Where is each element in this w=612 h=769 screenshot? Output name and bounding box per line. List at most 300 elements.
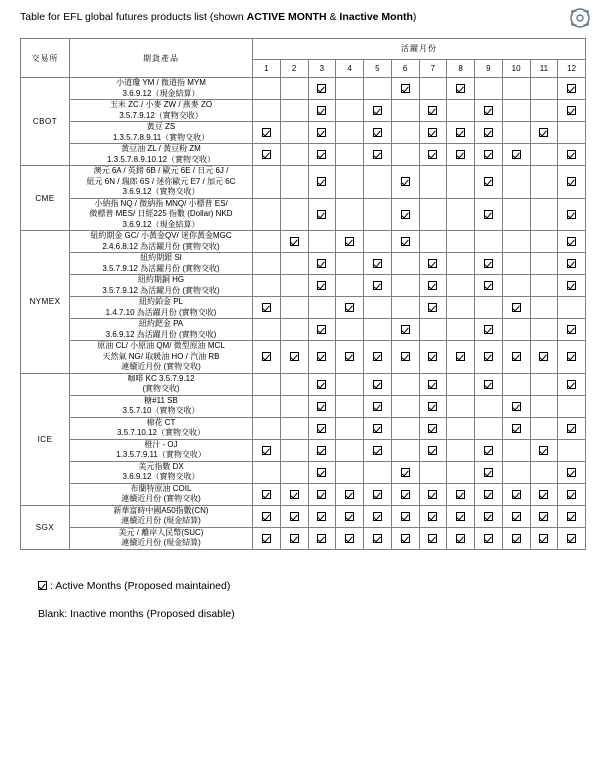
month-cell-inactive[interactable] [280, 198, 308, 231]
month-cell-inactive[interactable] [447, 395, 475, 417]
month-cell-active[interactable] [530, 483, 558, 505]
product-cell [70, 122, 253, 144]
month-cell-inactive[interactable] [391, 144, 419, 166]
month-cell-active[interactable] [475, 483, 503, 505]
month-cell-active[interactable] [391, 505, 419, 527]
month-cell-active[interactable] [308, 319, 336, 341]
month-cell-active[interactable] [336, 341, 364, 374]
month-cell-inactive[interactable] [475, 395, 503, 417]
month-cell-active[interactable] [558, 78, 586, 100]
month-cell-inactive[interactable] [253, 78, 281, 100]
month-cell-active[interactable] [502, 144, 530, 166]
month-cell-inactive[interactable] [447, 319, 475, 341]
month-cell-inactive[interactable] [336, 198, 364, 231]
product-line: 3.6.9.12 為活躍月份 (實物交收) [105, 329, 217, 339]
month-cell-active[interactable] [308, 505, 336, 527]
month-cell-inactive[interactable] [419, 231, 447, 253]
product-line: 連續近月份 (現金結算) [121, 516, 201, 525]
month-cell-inactive[interactable] [280, 395, 308, 417]
table-row [21, 144, 586, 166]
month-cell-active[interactable] [419, 505, 447, 527]
month-cell-inactive[interactable] [502, 231, 530, 253]
month-cell-inactive[interactable] [502, 100, 530, 122]
month-cell-inactive[interactable] [447, 253, 475, 275]
month-cell-active[interactable] [558, 275, 586, 297]
month-cell-active[interactable] [364, 100, 392, 122]
month-cell-active[interactable] [308, 198, 336, 231]
month-cell-inactive[interactable] [280, 297, 308, 319]
month-cell-active[interactable] [253, 144, 281, 166]
table-row [21, 373, 586, 395]
checkbox-icon [539, 446, 548, 455]
legend-inactive-text: Blank: Inactive months (Proposed disable) [38, 607, 235, 620]
month-cell-inactive[interactable] [447, 275, 475, 297]
table-row [21, 122, 586, 144]
month-cell-inactive[interactable] [530, 144, 558, 166]
product-line: 連續近月份 (實物交收) [121, 494, 201, 503]
month-cell-inactive[interactable] [447, 198, 475, 231]
month-cell-active[interactable] [391, 461, 419, 483]
month-cell-inactive[interactable] [391, 100, 419, 122]
checkbox-icon [428, 446, 437, 455]
month-cell-active[interactable] [364, 483, 392, 505]
month-cell-active[interactable] [391, 319, 419, 341]
month-cell-inactive[interactable] [280, 275, 308, 297]
product-line: 澳元 6A / 英鎊 6B / 歐元 6E / 日元 6J / [93, 166, 229, 175]
month-cell-inactive[interactable] [253, 417, 281, 439]
month-cell-active[interactable] [530, 341, 558, 374]
month-cell-inactive[interactable] [530, 461, 558, 483]
month-cell-active[interactable] [475, 275, 503, 297]
month-cell-active[interactable] [502, 417, 530, 439]
screenshot-capture-icon[interactable] [570, 8, 590, 28]
checkbox-icon [373, 446, 382, 455]
checkbox-icon [428, 281, 437, 290]
month-cell-active[interactable] [308, 78, 336, 100]
month-cell-active[interactable] [447, 505, 475, 527]
month-cell-inactive[interactable] [253, 461, 281, 483]
month-cell-active[interactable] [530, 505, 558, 527]
month-cell-active[interactable] [280, 231, 308, 253]
month-cell-active[interactable] [502, 505, 530, 527]
table-row [21, 78, 586, 100]
month-cell-inactive[interactable] [280, 122, 308, 144]
month-cell-active[interactable] [308, 527, 336, 549]
month-cell-active[interactable] [530, 122, 558, 144]
month-cell-inactive[interactable] [253, 100, 281, 122]
checkbox-icon [401, 325, 410, 334]
month-cell-inactive[interactable] [391, 253, 419, 275]
month-cell-active[interactable] [308, 253, 336, 275]
month-cell-active[interactable] [419, 341, 447, 374]
month-cell-inactive[interactable] [530, 373, 558, 395]
month-cell-active[interactable] [280, 505, 308, 527]
month-cell-active[interactable] [364, 253, 392, 275]
month-cell-inactive[interactable] [391, 275, 419, 297]
month-cell-active[interactable] [558, 253, 586, 275]
month-cell-active[interactable] [558, 100, 586, 122]
month-cell-inactive[interactable] [336, 122, 364, 144]
month-cell-inactive[interactable] [419, 461, 447, 483]
month-cell-active[interactable] [558, 527, 586, 549]
month-cell-inactive[interactable] [419, 166, 447, 199]
month-cell-active[interactable] [530, 527, 558, 549]
table-body [21, 78, 586, 550]
month-cell-inactive[interactable] [280, 439, 308, 461]
month-cell-inactive[interactable] [558, 297, 586, 319]
month-cell-active[interactable] [308, 483, 336, 505]
month-cell-active[interactable] [364, 341, 392, 374]
month-cell-active[interactable] [280, 483, 308, 505]
checkbox-icon [290, 237, 299, 246]
title-row [20, 10, 592, 28]
month-cell-inactive[interactable] [364, 166, 392, 199]
month-cell-active[interactable] [447, 122, 475, 144]
product-line: 糖#11 SB [144, 395, 178, 405]
month-cell-active[interactable] [308, 341, 336, 374]
product-line: 3.6.9.12（實物交收） [122, 187, 200, 196]
month-cell-active[interactable] [336, 505, 364, 527]
month-cell-inactive[interactable] [280, 144, 308, 166]
checkbox-icon [345, 534, 354, 543]
month-cell-active[interactable] [308, 275, 336, 297]
month-cell-inactive[interactable] [253, 198, 281, 231]
month-cell-inactive[interactable] [502, 122, 530, 144]
month-cell-inactive[interactable] [530, 297, 558, 319]
month-cell-inactive[interactable] [336, 461, 364, 483]
month-cell-active[interactable] [391, 231, 419, 253]
product-line: 3.6.9.12（實物交收） [122, 472, 200, 481]
month-cell-active[interactable] [558, 144, 586, 166]
month-cell-inactive[interactable] [391, 297, 419, 319]
month-cell-active[interactable] [558, 505, 586, 527]
checkbox-icon [512, 512, 521, 521]
month-cell-active[interactable] [419, 417, 447, 439]
month-cell-inactive[interactable] [364, 198, 392, 231]
month-cell-active[interactable] [447, 341, 475, 374]
month-cell-active[interactable] [475, 253, 503, 275]
legend [38, 572, 592, 628]
checkbox-icon [262, 534, 271, 543]
month-cell-active[interactable] [558, 231, 586, 253]
month-cell-inactive[interactable] [364, 78, 392, 100]
checkbox-icon [484, 490, 493, 499]
month-cell-active[interactable] [419, 144, 447, 166]
month-cell-active[interactable] [336, 483, 364, 505]
checkbox-icon [456, 84, 465, 93]
page-title [20, 10, 416, 24]
month-cell-inactive[interactable] [447, 100, 475, 122]
month-cell-active[interactable] [336, 527, 364, 549]
month-cell-inactive[interactable] [391, 122, 419, 144]
month-cell-inactive[interactable] [502, 253, 530, 275]
month-cell-active[interactable] [419, 100, 447, 122]
month-cell-active[interactable] [502, 297, 530, 319]
month-cell-active[interactable] [419, 483, 447, 505]
month-cell-active[interactable] [530, 439, 558, 461]
month-cell-active[interactable] [475, 439, 503, 461]
month-cell-inactive[interactable] [502, 373, 530, 395]
month-cell-active[interactable] [558, 341, 586, 374]
month-cell-inactive[interactable] [391, 439, 419, 461]
month-cell-inactive[interactable] [253, 166, 281, 199]
month-cell-inactive[interactable] [530, 78, 558, 100]
checkbox-icon [567, 534, 576, 543]
month-cell-inactive[interactable] [530, 275, 558, 297]
table-row [21, 275, 586, 297]
month-cell-active[interactable] [364, 439, 392, 461]
month-cell-active[interactable] [308, 395, 336, 417]
month-cell-inactive[interactable] [391, 417, 419, 439]
month-cell-active[interactable] [475, 341, 503, 374]
checkbox-icon [317, 84, 326, 93]
month-cell-active[interactable] [253, 505, 281, 527]
month-cell-inactive[interactable] [502, 439, 530, 461]
month-cell-active[interactable] [308, 122, 336, 144]
month-cell-active[interactable] [475, 527, 503, 549]
product-cell [70, 100, 253, 122]
month-cell-inactive[interactable] [364, 297, 392, 319]
product-line: 布蘭特原油 COIL [130, 483, 192, 493]
month-cell-active[interactable] [419, 395, 447, 417]
month-cell-inactive[interactable] [558, 439, 586, 461]
month-cell-active[interactable] [419, 122, 447, 144]
month-cell-active[interactable] [308, 166, 336, 199]
month-cell-inactive[interactable] [530, 198, 558, 231]
page-title-suffix: ) [412, 11, 417, 23]
checkbox-icon [317, 534, 326, 543]
checkbox-icon [539, 128, 548, 137]
month-cell-inactive[interactable] [336, 373, 364, 395]
checkbox-icon [317, 177, 326, 186]
month-cell-inactive[interactable] [253, 253, 281, 275]
month-cell-inactive[interactable] [502, 461, 530, 483]
month-cell-active[interactable] [419, 253, 447, 275]
month-cell-inactive[interactable] [336, 144, 364, 166]
month-cell-active[interactable] [280, 527, 308, 549]
month-cell-inactive[interactable] [475, 78, 503, 100]
month-cell-inactive[interactable] [502, 198, 530, 231]
month-cell-inactive[interactable] [336, 166, 364, 199]
month-cell-inactive[interactable] [253, 319, 281, 341]
month-cell-active[interactable] [364, 122, 392, 144]
month-cell-active[interactable] [391, 527, 419, 549]
month-cell-active[interactable] [308, 373, 336, 395]
month-cell-inactive[interactable] [280, 253, 308, 275]
month-cell-inactive[interactable] [530, 395, 558, 417]
month-cell-inactive[interactable] [280, 417, 308, 439]
product-line: 紐約期金 GC/ 小黃金QV/ 迷你黃金MGC [90, 231, 232, 240]
month-cell-inactive[interactable] [502, 78, 530, 100]
month-cell-inactive[interactable] [364, 231, 392, 253]
month-cell-active[interactable] [558, 461, 586, 483]
month-cell-active[interactable] [475, 100, 503, 122]
month-cell-inactive[interactable] [253, 373, 281, 395]
table-row [21, 341, 586, 374]
month-cell-inactive[interactable] [502, 275, 530, 297]
month-cell-active[interactable] [419, 297, 447, 319]
month-cell-active[interactable] [364, 417, 392, 439]
month-cell-active[interactable] [253, 122, 281, 144]
month-cell-inactive[interactable] [336, 253, 364, 275]
month-cell-active[interactable] [558, 166, 586, 199]
month-cell-inactive[interactable] [502, 166, 530, 199]
month-cell-active[interactable] [253, 439, 281, 461]
month-cell-inactive[interactable] [253, 231, 281, 253]
month-cell-inactive[interactable] [253, 395, 281, 417]
month-cell-inactive[interactable] [280, 166, 308, 199]
month-cell-active[interactable] [475, 319, 503, 341]
month-cell-active[interactable] [558, 198, 586, 231]
month-cell-active[interactable] [280, 341, 308, 374]
product-line: 天然氣 NG/ 取暖油 HO / 汽油 RB [102, 351, 220, 361]
month-cell-inactive[interactable] [336, 319, 364, 341]
month-cell-inactive[interactable] [364, 319, 392, 341]
month-cell-active[interactable] [419, 275, 447, 297]
month-cell-active[interactable] [558, 373, 586, 395]
month-cell-active[interactable] [558, 417, 586, 439]
month-cell-inactive[interactable] [447, 166, 475, 199]
month-cell-inactive[interactable] [447, 461, 475, 483]
month-cell-inactive[interactable] [336, 395, 364, 417]
month-cell-inactive[interactable] [530, 253, 558, 275]
month-cell-inactive[interactable] [391, 395, 419, 417]
month-cell-active[interactable] [391, 198, 419, 231]
month-cell-active[interactable] [364, 373, 392, 395]
month-cell-inactive[interactable] [475, 417, 503, 439]
month-cell-inactive[interactable] [530, 100, 558, 122]
month-cell-active[interactable] [502, 341, 530, 374]
checkbox-icon [567, 259, 576, 268]
month-cell-inactive[interactable] [447, 297, 475, 319]
month-cell-inactive[interactable] [502, 319, 530, 341]
month-cell-inactive[interactable] [336, 78, 364, 100]
checkbox-icon [373, 106, 382, 115]
month-cell-active[interactable] [391, 166, 419, 199]
month-cell-inactive[interactable] [308, 231, 336, 253]
month-cell-active[interactable] [447, 78, 475, 100]
month-cell-inactive[interactable] [280, 78, 308, 100]
month-cell-active[interactable] [475, 505, 503, 527]
checkbox-icon [512, 424, 521, 433]
month-cell-inactive[interactable] [336, 417, 364, 439]
month-cell-active[interactable] [419, 527, 447, 549]
month-cell-inactive[interactable] [419, 319, 447, 341]
product-cell [70, 78, 253, 100]
month-cell-active[interactable] [447, 527, 475, 549]
product-cell [70, 505, 253, 527]
month-cell-active[interactable] [475, 461, 503, 483]
month-cell-inactive[interactable] [447, 439, 475, 461]
month-cell-active[interactable] [253, 527, 281, 549]
month-cell-active[interactable] [447, 144, 475, 166]
month-cell-active[interactable] [336, 297, 364, 319]
month-cell-inactive[interactable] [530, 166, 558, 199]
checkbox-icon [38, 581, 47, 590]
month-cell-inactive[interactable] [280, 100, 308, 122]
month-cell-active[interactable] [502, 527, 530, 549]
product-line: 紐約期銀 SI [140, 253, 182, 262]
month-cell-inactive[interactable] [419, 198, 447, 231]
month-cell-active[interactable] [364, 275, 392, 297]
month-cell-active[interactable] [558, 483, 586, 505]
month-cell-inactive[interactable] [336, 100, 364, 122]
product-line: 連續近月份 (現金結算) [121, 538, 201, 547]
month-cell-inactive[interactable] [530, 417, 558, 439]
month-cell-inactive[interactable] [475, 297, 503, 319]
month-cell-inactive[interactable] [336, 275, 364, 297]
month-cell-active[interactable] [308, 461, 336, 483]
checkbox-icon [290, 512, 299, 521]
month-cell-active[interactable] [308, 439, 336, 461]
month-cell-active[interactable] [447, 483, 475, 505]
month-cell-active[interactable] [475, 198, 503, 231]
month-cell-inactive[interactable] [391, 373, 419, 395]
month-cell-active[interactable] [336, 231, 364, 253]
month-cell-active[interactable] [419, 439, 447, 461]
month-cell-inactive[interactable] [530, 319, 558, 341]
month-cell-active[interactable] [253, 341, 281, 374]
header-month-4: 4 [336, 59, 364, 77]
month-cell-inactive[interactable] [280, 461, 308, 483]
month-cell-active[interactable] [364, 505, 392, 527]
month-cell-inactive[interactable] [447, 417, 475, 439]
month-cell-active[interactable] [253, 483, 281, 505]
month-cell-inactive[interactable] [558, 395, 586, 417]
product-line: 美元指數 DX [138, 461, 184, 471]
month-cell-inactive[interactable] [308, 297, 336, 319]
checkbox-icon [456, 128, 465, 137]
month-cell-active[interactable] [391, 341, 419, 374]
month-cell-inactive[interactable] [419, 78, 447, 100]
month-cell-active[interactable] [475, 166, 503, 199]
month-cell-active[interactable] [419, 373, 447, 395]
table-row [21, 461, 586, 483]
month-cell-active[interactable] [364, 395, 392, 417]
month-cell-inactive[interactable] [530, 231, 558, 253]
checkbox-icon [456, 512, 465, 521]
month-cell-inactive[interactable] [558, 122, 586, 144]
month-cell-active[interactable] [502, 395, 530, 417]
month-cell-inactive[interactable] [475, 231, 503, 253]
month-cell-inactive[interactable] [280, 373, 308, 395]
month-cell-active[interactable] [475, 144, 503, 166]
product-line: 小道瓊 YM / 微道指 MYM [116, 78, 206, 87]
month-cell-active[interactable] [558, 319, 586, 341]
product-line: 紐約期銅 HG [137, 275, 185, 284]
month-cell-inactive[interactable] [253, 275, 281, 297]
month-cell-inactive[interactable] [447, 231, 475, 253]
month-cell-active[interactable] [475, 373, 503, 395]
month-cell-inactive[interactable] [336, 439, 364, 461]
month-cell-inactive[interactable] [447, 373, 475, 395]
month-cell-active[interactable] [391, 78, 419, 100]
month-cell-active[interactable] [308, 100, 336, 122]
header-month-11: 11 [530, 59, 558, 77]
checkbox-icon [290, 352, 299, 361]
month-cell-active[interactable] [391, 483, 419, 505]
month-cell-active[interactable] [308, 144, 336, 166]
month-cell-inactive[interactable] [364, 461, 392, 483]
month-cell-active[interactable] [308, 417, 336, 439]
month-cell-inactive[interactable] [280, 319, 308, 341]
product-cell [70, 231, 253, 253]
month-cell-active[interactable] [364, 527, 392, 549]
month-cell-active[interactable] [502, 483, 530, 505]
month-cell-active[interactable] [253, 297, 281, 319]
month-cell-active[interactable] [364, 144, 392, 166]
month-cell-active[interactable] [475, 122, 503, 144]
